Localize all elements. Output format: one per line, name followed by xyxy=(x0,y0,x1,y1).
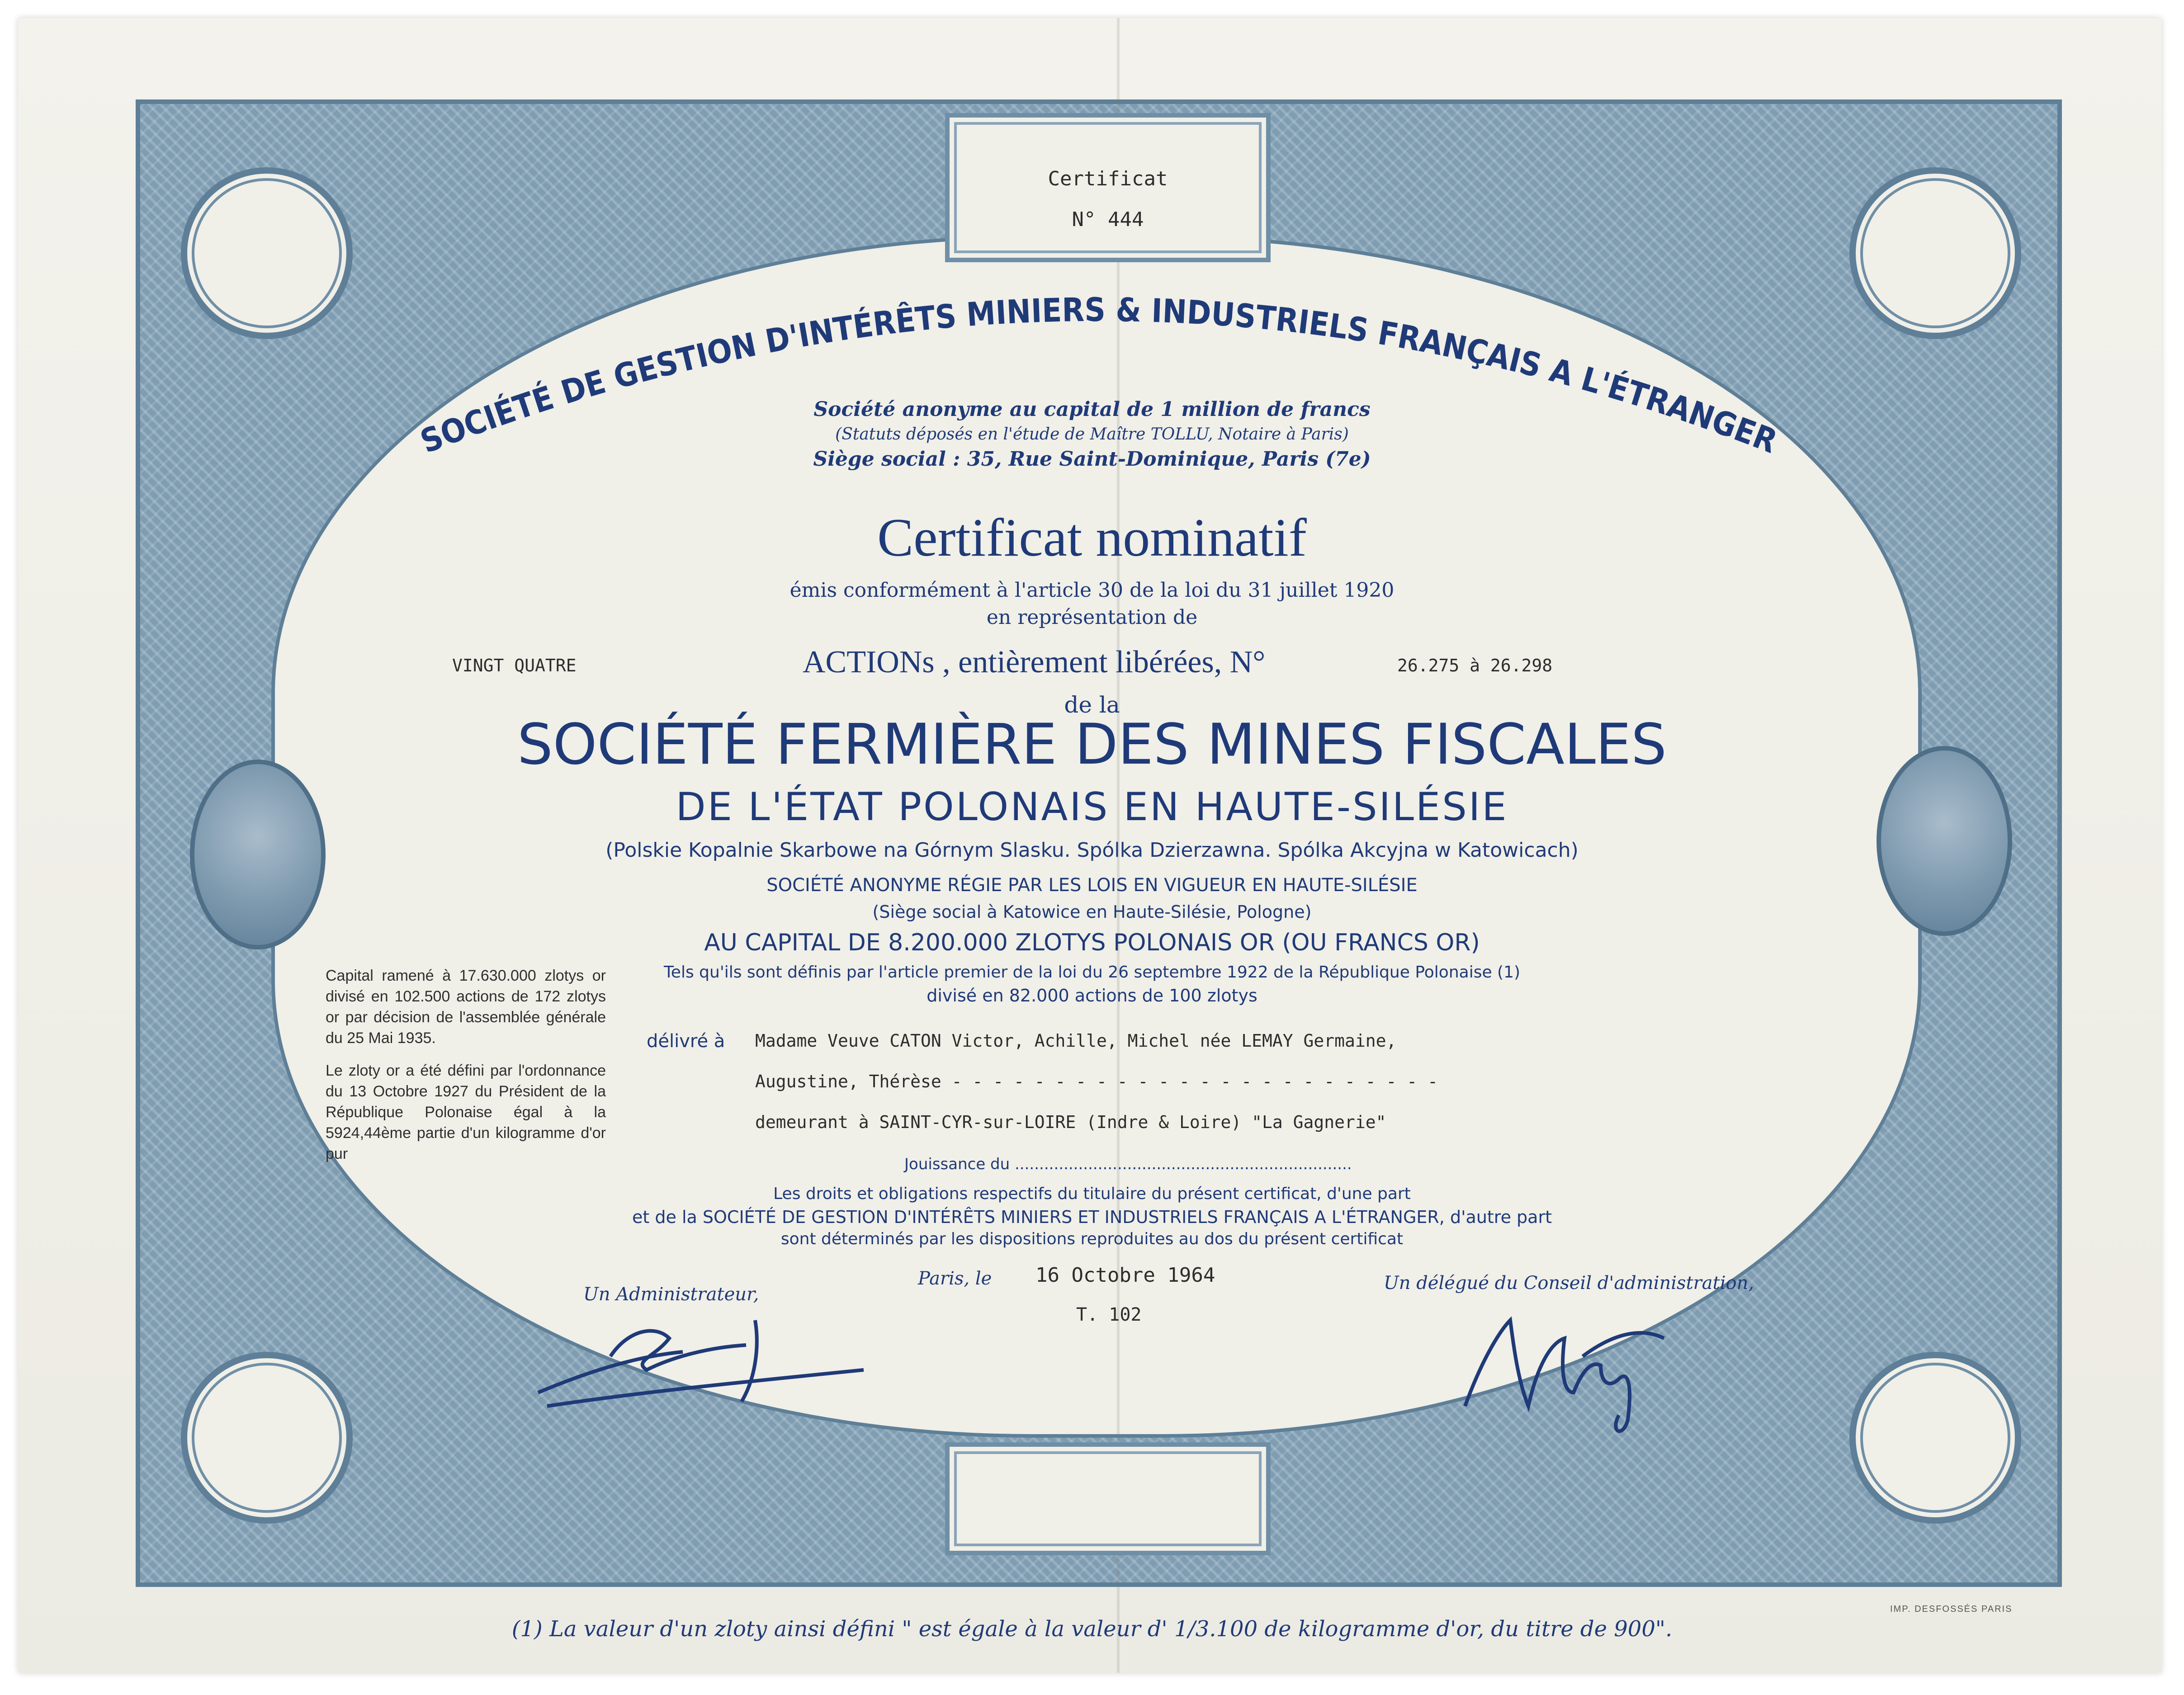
issue-date: 16 Octobre 1964 xyxy=(1035,1264,1215,1287)
shares-count: VINGT QUATRE xyxy=(452,656,577,675)
actions-label: ACTIONs , entièrement libérées, N° xyxy=(803,645,1266,680)
capital-reduction-note xyxy=(326,965,606,1176)
rights-line2: et de la SOCIÉTÉ DE GESTION D'INTÉRÊTS MINIERS ET INDUSTRIELS FRANÇAIS A L'ÉTRANGER, d'autre part xyxy=(632,1207,1552,1227)
issuer-capital: Société anonyme au capital de 1 million de francs xyxy=(813,398,1371,421)
administrator-label: Un Administrateur, xyxy=(583,1284,759,1305)
administrator-signature xyxy=(520,1302,882,1420)
holder-label: délivré à xyxy=(647,1031,725,1052)
zloty-definition-text: Le zloty or a été défini par l'ordonnance du 13 Octobre 1927 du Président de la République Polonaise égal à la 5924,44ème partie d'un kilogramme d'or pur xyxy=(326,1062,606,1162)
holder-name-line2: Augustine, Thérèse - - - - - - - - - - - - - - - - - - - - - - - - xyxy=(755,1072,1438,1091)
shares-range: 26.275 à 26.298 xyxy=(1397,656,1553,675)
jouissance-line: Jouissance du ..................................................................... xyxy=(904,1155,1352,1173)
company-polish-name: (Polskie Kopalnie Skarbowe na Górnym Slasku. Spólka Dzierzawna. Spólka Akcyjna w Katowicach) xyxy=(605,839,1579,862)
issuer-name: SOCIÉTÉ DE GESTION D'INTÉRÊTS MINIERS & INDUSTRIELS FRANÇAIS A L'ÉTRANGER xyxy=(415,290,1785,462)
issuer-seat: Siège social : 35, Rue Saint-Dominique, Paris (7e) xyxy=(813,448,1371,471)
holder-name-line1: Madame Veuve CATON Victor, Achille, Michel née LEMAY Germaine, xyxy=(755,1031,1397,1051)
company-subtitle: DE L'ÉTAT POLONAIS EN HAUTE-SILÉSIE xyxy=(676,784,1508,830)
certificate-title: Certificat nominatif xyxy=(877,507,1307,567)
printer-mark: IMP. DESFOSSÉS PARIS xyxy=(1890,1604,2013,1614)
company-capital: AU CAPITAL DE 8.200.000 ZLOTYS POLONAIS OR (OU FRANCS OR) xyxy=(704,929,1480,956)
delegate-label: Un délégué du Conseil d'administration, xyxy=(1384,1273,1754,1294)
rights-line3: sont déterminés par les dispositions reproduites au dos du présent certificat xyxy=(780,1230,1404,1248)
de-la-line: de la xyxy=(1064,692,1120,718)
capital-reduction-text: Capital ramené à 17.630.000 zlotys or divisé en 102.500 actions de 172 zlotys or par décision de l'assemblée générale du 25 Mai 1935. xyxy=(326,967,606,1047)
holder-address: demeurant à SAINT-CYR-sur-LOIRE (Indre & Loire) "La Gagnerie" xyxy=(755,1112,1386,1132)
series-code: T. 102 xyxy=(1076,1304,1142,1325)
capital-definition: Tels qu'ils sont définis par l'article premier de la loi du 26 septembre 1922 de la République Polonaise (1) xyxy=(663,963,1521,982)
capital-division: divisé en 82.000 actions de 100 zlotys xyxy=(927,986,1257,1006)
footnote: (1) La valeur d'un zloty ainsi défini " est égale à la valeur d' 1/3.100 de kilogramme d'or, du titre de 900". xyxy=(511,1616,1673,1642)
issuer-statutes: (Statuts déposés en l'étude de Maître TOLLU, Notaire à Paris) xyxy=(835,425,1349,444)
representation-line: en représentation de xyxy=(986,606,1198,629)
company-regime: SOCIÉTÉ ANONYME RÉGIE PAR LES LOIS EN VIGUEUR EN HAUTE-SILÉSIE xyxy=(766,875,1418,896)
issue-law: émis conformément à l'article 30 de la loi du 31 juillet 1920 xyxy=(789,579,1395,602)
issue-place: Paris, le xyxy=(918,1268,992,1289)
delegate-signature xyxy=(1447,1302,1682,1438)
stub-label: Certificat xyxy=(1048,167,1168,190)
company-seat: (Siège social à Katowice en Haute-Silésie, Pologne) xyxy=(872,902,1312,922)
rights-line1: Les droits et obligations respectifs du titulaire du présent certificat, d'une part xyxy=(773,1185,1411,1203)
certificate-number: N° 444 xyxy=(1072,208,1144,231)
company-name: SOCIÉTÉ FERMIÈRE DES MINES FISCALES xyxy=(517,712,1667,777)
